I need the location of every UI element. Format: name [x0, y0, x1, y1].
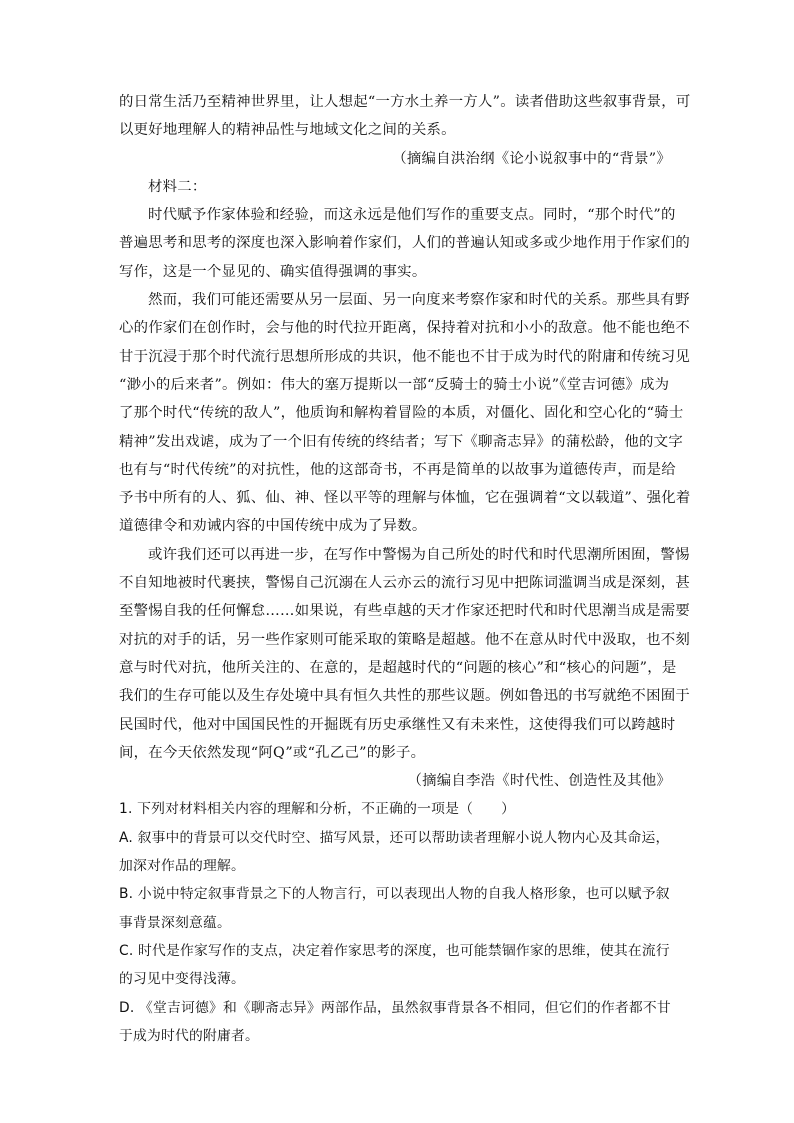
text-line: 了那个时代“传统的敌人”，他质询和解构着冒险的本质，对僵化、固化和空心化的“骑士 [119, 405, 684, 422]
text-line: 甘于沉浸于那个时代流行思想所形成的共识，他不能也不甘于成为时代的附庸和传统习见 [119, 348, 690, 365]
option-b-line: 事背景深刻意蕴。 [119, 914, 231, 931]
option-d-line: D. 《堂吉诃德》和《聊斋志异》两部作品，虽然叙事背景各不相同，但它们的作者都不甘 [119, 999, 671, 1016]
source-citation: （摘编自洪治纲《论小说叙事中的“背景”》 [392, 150, 671, 167]
text-line: 民国时代，他对中国国民性的开掘既有历史承继性又有未来性，这使得我们可以跨越时 [119, 716, 676, 733]
text-line: 道德律令和劝诫内容的中国传统中成为了异数。 [119, 518, 427, 535]
text-line: 至警惕自我的任何懈怠……如果说，有些卓越的天才作家还把时代和时代思潮当成是需要 [119, 603, 690, 620]
text-line: 时代赋予作家体验和经验，而这永远是他们写作的重要支点。同时，“那个时代”的 [148, 207, 676, 224]
option-a-line: A. 叙事中的背景可以交代时空、描写风景，还可以帮助读者理解小说人物内心及其命运， [119, 829, 670, 846]
text-line: 间，在今天依然发现“阿Q”或“孔乙己”的影子。 [119, 744, 426, 761]
text-line: 也有与“时代传统”的对抗性，他的这部奇书，不再是简单的以故事为道德传声，而是给 [119, 461, 676, 478]
option-c-line: 的习见中变得浅薄。 [119, 971, 245, 988]
option-c-line: C. 时代是作家写作的支点，决定着作家思考的深度，也可能禁锢作家的思维，使其在流行 [119, 942, 670, 959]
source-citation: （摘编自李浩《时代性、创造性及其他》 [407, 773, 671, 790]
option-b-line: B. 小说中特定叙事背景之下的人物言行，可以表现出人物的自我人格形象，也可以赋予叙 [119, 886, 670, 903]
question-stem: 1. 下列对材料相关内容的理解和分析，不正确的一项是（ ） [119, 801, 516, 818]
text-line: 心的作家们在创作时，会与他的时代拉开距离，保持着对抗和小小的敌意。他不能也绝不 [119, 320, 690, 337]
text-line: 不自知地被时代裹挟，警惕自己沉溺在人云亦云的流行习见中把陈词滥调当成是深刻，甚 [119, 575, 690, 592]
text-line: 我们的生存可能以及生存处境中具有恒久共性的那些议题。例如鲁迅的书写就绝不困囿于 [119, 688, 690, 705]
text-line: 精神”发出戏谑，成为了一个旧有传统的终结者；写下《聊斋志异》的蒲松龄，他的文字 [119, 433, 683, 450]
option-a-line: 加深对作品的理解。 [119, 858, 245, 875]
text-line: 然而，我们可能还需要从另一层面、另一向度来考察作家和时代的关系。那些具有野 [148, 292, 690, 309]
text-line: 普遍思考和思考的深度也深入影响着作家们，人们的普遍认知或多或少地作用于作家们的 [119, 235, 690, 252]
text-line: 以更好地理解人的精神品性与地域文化之间的关系。 [119, 122, 456, 139]
section-heading: 材料二： [148, 178, 207, 195]
text-line: 对抗的对手的话，另一些作家则可能采取的策略是超越。他不在意从时代中汲取，也不刻 [119, 631, 690, 648]
text-line: 的日常生活乃至精神世界里，让人想起“一方水土养一方人”。读者借助这些叙事背景，可 [119, 94, 691, 110]
text-line: 予书中所有的人、狐、仙、神、怪以平等的理解与体恤，它在强调着“文以载道”、强化着 [119, 490, 691, 507]
document-page [119, 88, 691, 1050]
text-line: 或许我们还可以再进一步，在写作中警惕为自己所处的时代和时代思潮所困囿，警惕 [148, 546, 690, 563]
text-line: “渺小的后来者”。例如：伟大的塞万提斯以一部“反骑士的骑士小说”《堂吉诃德》成为 [119, 376, 670, 393]
option-d-line: 于成为时代的附庸者。 [119, 1027, 259, 1044]
text-line: 意与时代对抗，他所关注的、在意的，是超越时代的“问题的核心”和“核心的问题”，是 [119, 659, 677, 676]
text-line: 写作，这是一个显见的、确实值得强调的事实。 [119, 263, 427, 280]
